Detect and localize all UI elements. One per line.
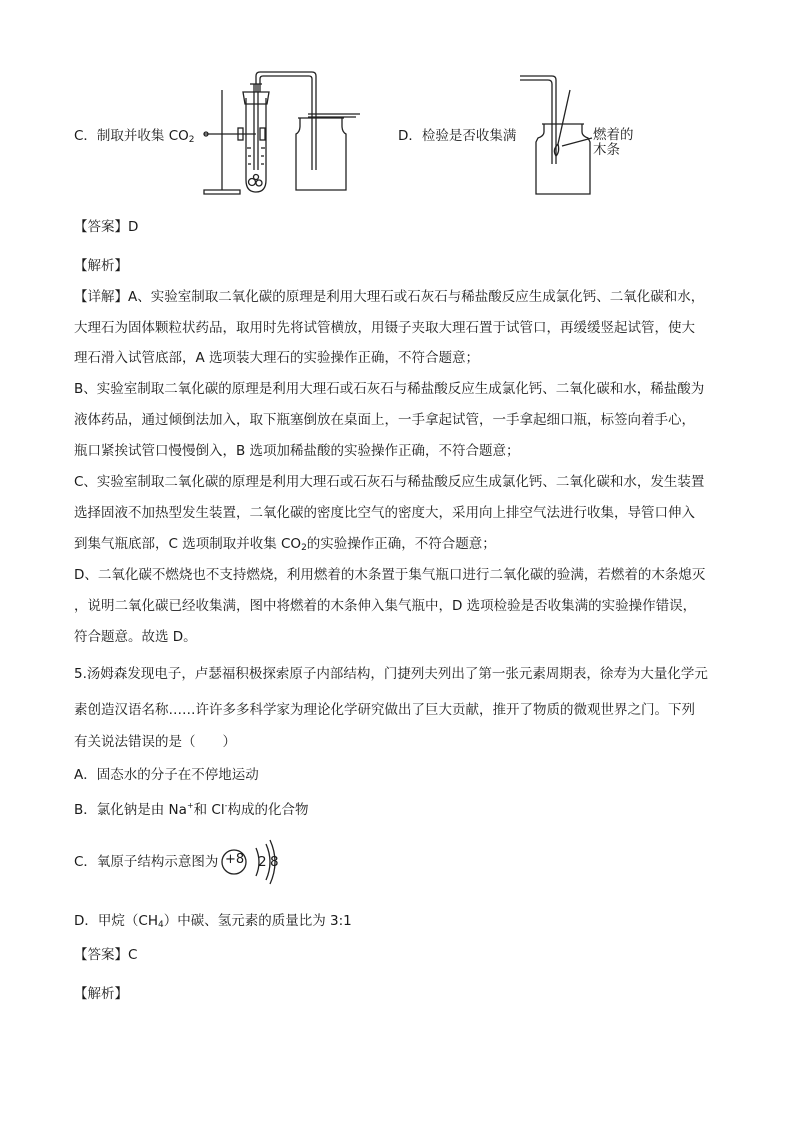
analysis-1-heading: 【解析】 <box>74 258 128 274</box>
detail-line: 【详解】A、实验室制取二氧化碳的原理是利用大理石或石灰石与稀盐酸反应生成氯化钙、二氧化碳和水， <box>74 289 705 305</box>
detail-line: 符合题意。故选 D。 <box>74 629 197 645</box>
second-shell-electrons: 8 <box>270 854 279 870</box>
gas-jar-test-figure <box>514 74 604 198</box>
q5-option-a: A．固态水的分子在不停地运动 <box>74 767 259 783</box>
burning-stick-label: 燃着的 木条 <box>593 127 634 158</box>
answer-2: 【答案】C <box>74 947 138 963</box>
detail-line: B、实验室制取二氧化碳的原理是利用大理石或石灰石与稀盐酸反应生成氯化钙、二氧化碳和水，稀盐酸为 <box>74 381 705 397</box>
nucleus-charge: +8 <box>225 852 245 867</box>
detail-line: C、实验室制取二氧化碳的原理是利用大理石或石灰石与稀盐酸反应生成氯化钙、二氧化碳和水，发生装置 <box>74 474 705 490</box>
detail-line: 理石滑入试管底部，A 选项装大理石的实验操作正确，不符合题意； <box>74 350 480 366</box>
q5-option-c: C．氧原子结构示意图为 <box>74 854 219 870</box>
detail-line: 瓶口紧挨试管口慢慢倒入，B 选项加稀盐酸的实验操作正确，不符合题意； <box>74 443 520 459</box>
co2-generation-apparatus-figure <box>196 70 361 198</box>
detail-line: ，说明二氧化碳已经收集满，图中将燃着的木条伸入集气瓶中，D 选项检验是否收集满的实验操作错误， <box>74 598 697 614</box>
question-5-stem: 5.汤姆森发现电子，卢瑟福积极探索原子内部结构，门捷列夫列出了第一张元素周期表，徐寿为大量化学元 <box>74 666 708 682</box>
detail-line: 大理石为固体颗粒状药品，取用时先将试管横放，用镊子夹取大理石置于试管口，再缓缓竖起试管，使大 <box>74 320 695 336</box>
detail-line: 到集气瓶底部，C 选项制取并收集 $CO_2$的实验操作正确，不符合题意； <box>74 536 496 553</box>
detail-line: 液体药品，通过倾倒法加入，取下瓶塞倒放在桌面上，一手拿起试管，一手拿起细口瓶，标签向着手心， <box>74 412 695 428</box>
option-c-label: C．制取并收集 $CO_2$ <box>74 128 195 145</box>
q5-option-d: D．甲烷$(CH_4)$中碳、氢元素的质量比为 3:1 <box>74 913 352 930</box>
detail-line: D、二氧化碳不燃烧也不支持燃烧，利用燃着的木条置于集气瓶口进行二氧化碳的验满，若燃着的木条熄灭 <box>74 567 706 583</box>
detail-line: 选择固液不加热型发生装置，二氧化碳的密度比空气的密度大，采用向上排空气法进行收集，导管口伸入 <box>74 505 695 521</box>
option-d-label: D．检验是否收集满 <box>398 128 517 144</box>
first-shell-electrons: 2 <box>258 854 267 870</box>
question-5-stem: 素创造汉语名称……许许多多科学家为理论化学研究做出了巨大贡献，推开了物质的微观世界之门。下列 <box>74 702 695 718</box>
q5-option-b: B．氯化钠是由 Na+和 Cl-构成的化合物 <box>74 801 309 818</box>
question-5-stem: 有关说法错误的是（ ） <box>74 734 236 750</box>
answer-1: 【答案】D <box>74 219 139 235</box>
analysis-2-heading: 【解析】 <box>74 986 128 1002</box>
